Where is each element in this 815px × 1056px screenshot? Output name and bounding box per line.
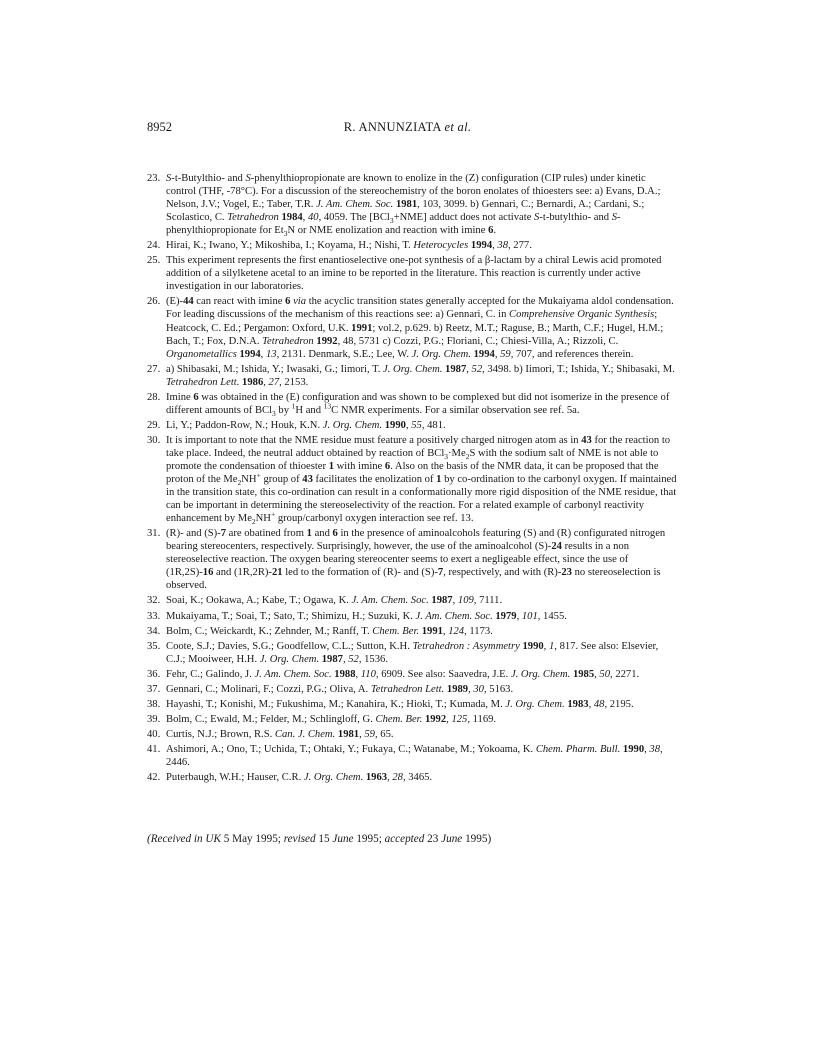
reference-item [147, 363, 677, 389]
reference-number: 38. [147, 698, 161, 710]
reference-text: Bolm, C.; Ewald, M.; Felder, M.; Schlingloff, G. Chem. Ber. 1992, 125, 1169. [166, 713, 497, 725]
reference-number: 37. [147, 683, 161, 695]
reference-number: 26. [147, 296, 161, 308]
reference-text: Li, Y.; Paddon-Row, N.; Houk, K.N. J. Org. Chem. 1990, 55, 481. [166, 419, 446, 431]
reference-text: (E)-44 can react with imine 6 via the acyclic transition states generally accepted for the Mukaiyama aldol condensation. For leading discussions of the mechanism of this reactions see: a) Gennari, C. in Comprehensive Organic Synthesis; Heatcock, C. Ed.; Pergamon: Oxford, U.K. 1991; vol.2, p.629. b) Reetz, M.T.; Raguse, B.; Marth, C.F.; Hugel, H.M.; Bach, T.; Fox, D.N.A. Tetrahedron 1992, 48, 5731 c) Cozzi, P.G.; Floriani, C.; Chiesi-Villa, A.; Rizzoli, C. Organometallics 1994, 13, 2131. Denmark, S.E.; Lee, W. J. Org. Chem. 1994, 59, 707, and references therein. [166, 296, 674, 360]
reference-item [147, 728, 677, 741]
reference-number: 24. [147, 240, 161, 252]
reference-number: 30. [147, 434, 161, 446]
reference-text: Coote, S.J.; Davies, S.G.; Goodfellow, C.L.; Sutton, K.H. Tetrahedron : Asymmetry 1990, 1, 817. See also: Elsevier, C.J.; Mooiweer, H.H. J. Org. Chem. 1987, 52, 1536. [166, 640, 659, 665]
reference-number: 28. [147, 391, 161, 403]
accepted-label: accepted [384, 833, 425, 845]
revised-date: 15 [318, 833, 330, 845]
reference-number: 32. [147, 595, 161, 607]
reference-text: Imine 6 was obtained in the (E) configuration and was shown to be complexed but did not isomerize in the presence of different amounts of BCl$_3$ by $^1$H and $^{13}$C NMR experiments. For a similar observation see ref. 5a. [166, 391, 670, 418]
revised-year: 1995; [356, 833, 382, 845]
reference-item [147, 771, 677, 784]
reference-item [147, 594, 677, 607]
reference-item [147, 698, 677, 711]
reference-text: Soai, K.; Ookawa, A.; Kabe, T.; Ogawa, K. J. Am. Chem. Soc. 1987, 109, 7111. [166, 595, 503, 607]
reference-item [147, 239, 677, 252]
received-line [147, 833, 491, 845]
reference-item [147, 625, 677, 638]
reference-text: Ashimori, A.; Ono, T.; Uchida, T.; Ohtaki, Y.; Fukaya, C.; Watanabe, M.; Yokoama, K. Chem. Pharm. Bull. 1990, 38, 2446. [166, 743, 663, 768]
reference-number: 23. [147, 173, 161, 184]
reference-item [147, 668, 677, 681]
reference-text: Gennari, C.; Molinari, F.; Cozzi, P.G.; Oliva, A. Tetrahedron Lett. 1989, 30, 5163. [166, 683, 514, 695]
revised-label: revised [283, 833, 316, 845]
reference-item [147, 295, 677, 360]
reference-text: Bolm, C.; Weickardt, K.; Zehnder, M.; Ranff, T. Chem. Ber. 1991, 124, 1173. [166, 625, 493, 637]
reference-number: 33. [147, 610, 161, 622]
reference-item [147, 713, 677, 726]
revised-month: June [332, 833, 354, 845]
reference-text: Fehr, C.; Galindo, J. J. Am. Chem. Soc. 1988, 110, 6909. See also: Saavedra, J.E. J. Org. Chem. 1985, 50, 2271. [166, 668, 640, 680]
reference-text: It is important to note that the NME residue must feature a positively charged nitrogen atom as in 43 for the reaction to take place. Indeed, the neutral adduct obtained by reaction of $BCl_3\cdot Me_2S$ with the sodium salt of NME is not able to promote the condensation of thioester 1 with imine 6. Also on the basis of the NMR data, it can be proposed that the proton of the $Me_2NH^+$ group of 43 facilitates the enolization of 1 by co-ordination to the carbonyl oxygen. If maintained in the transition state, this co-ordination can result in a conformationally more rigid disposition of the NME residue, that can be important in determining the stereoselectivity of the reaction. For a related example of carbonyl reactivity enhancement by $Me_2NH^+$ group/carbonyl oxygen interaction see ref. 13. [166, 434, 677, 527]
reference-number: 40. [147, 728, 161, 740]
reference-item [147, 610, 677, 623]
reference-item [147, 743, 677, 769]
reference-item [147, 434, 677, 525]
reference-number: 42. [147, 772, 161, 784]
reference-item [147, 172, 677, 237]
reference-number: 35. [147, 640, 161, 652]
reference-text: Mukaiyama, T.; Soai, T.; Sato, T.; Shimizu, H.; Suzuki, K. J. Am. Chem. Soc. 1979, 101, 1455. [166, 610, 567, 622]
reference-number: 34. [147, 625, 161, 637]
reference-text: Hayashi, T.; Konishi, M.; Fukushima, M.; Kanahira, K.; Hioki, T.; Kumada, M. J. Org. Chem. 1983, 48, 2195. [166, 698, 634, 710]
reference-text: a) Shibasaki, M.; Ishida, Y.; Iwasaki, G.; Iimori, T. J. Org. Chem. 1987, 52, 3498. b) Iimori, T.; Ishida, Y.; Shibasaki, M. Tetrahedron Lett. 1986, 27, 2153. [166, 363, 675, 388]
reference-item [147, 419, 677, 432]
reference-item [147, 254, 677, 293]
reference-number: 29. [147, 419, 161, 431]
received-open: (Received in UK [147, 833, 221, 845]
reference-text: This experiment represents the first enantioselective one-pot synthesis of a β-lactam by a chiral Lewis acid promoted addition of a silylketene acetal to an imine to be reported in the literature. This reaction is currently under active investigation in our laboratories. [166, 255, 662, 293]
reference-item [147, 640, 677, 666]
accepted-month: June [441, 833, 463, 845]
running-head [0, 120, 815, 135]
accepted-year: 1995) [465, 833, 492, 845]
reference-list [147, 172, 677, 786]
reference-text: (R)- and (S)-7 are obatined from 1 and 6 in the presence of aminoalcohols featuring (S) and (R) configurated nitrogen bearing stereocenters, respectively. Surprisingly, however, the use of the aminoalcohol (S)-24 results in a non stereoselective reaction. The oxygen bearing stereocenter seems to exert a negligeable effect, since the use of (1R,2S)-16 and (1R,2R)-21 led to the formation of (R)- and (S)-7, respectively, and with (R)-23 no stereoselection is observed. [166, 528, 666, 592]
reference-number: 25. [147, 255, 161, 267]
page-number: 8952 [147, 120, 172, 134]
reference-number: 31. [147, 528, 161, 540]
received-date: 5 May 1995; [223, 833, 281, 845]
reference-text: Hirai, K.; Iwano, Y.; Mikoshiba, I.; Koyama, H.; Nishi, T. Heterocycles 1994, 38, 277. [166, 240, 532, 252]
reference-item [147, 527, 677, 592]
running-head-etal: et al. [444, 120, 472, 134]
reference-number: 27. [147, 363, 161, 375]
reference-number: 36. [147, 668, 161, 680]
reference-number: 41. [147, 743, 161, 755]
reference-text: Curtis, N.J.; Brown, R.S. Can. J. Chem. 1981, 59, 65. [166, 728, 394, 740]
reference-item [147, 683, 677, 696]
reference-number: 39. [147, 713, 161, 725]
reference-item [147, 391, 677, 417]
reference-text: Puterbaugh, W.H.; Hauser, C.R. J. Org. Chem. 1963, 28, 3465. [166, 772, 433, 784]
reference-text: S-t-Butylthio- and S-phenylthiopropionate are known to enolize in the (Z) configuration (CIP rules) under kinetic control (THF, -78°C). For a discussion of the stereochemistry of the boron enolates of thioesters see: a) Evans, D.A.; Nelson, J.V.; Vogel, E.; Taber, T.R. J. Am. Chem. Soc. 1981, 103, 3099. b) Gennari, C.; Bernardi, A.; Cardani, S.; Scolastico, C. Tetrahedron 1984, 40, 4059. The [BCl$_3$+NME] adduct does not activate S-t-butylthio- and S-phenylthiopropionate for $Et_3N$ or NME enolization and reaction with imine 6. [166, 173, 661, 239]
accepted-date: 23 [427, 833, 439, 845]
running-head-author: R. ANNUNZIATA [343, 120, 442, 134]
